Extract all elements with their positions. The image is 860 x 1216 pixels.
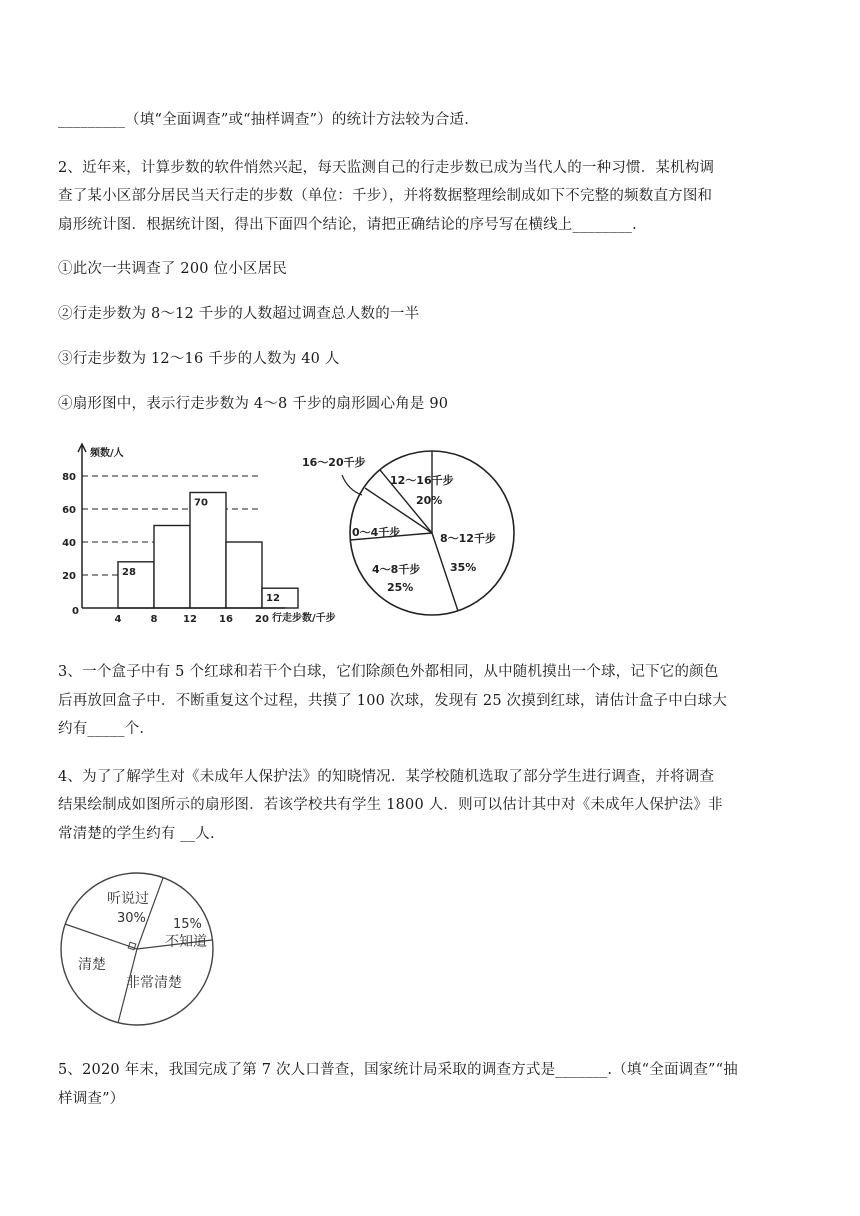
pie-pct-12-16: 20% [416,494,443,507]
q2-line-1: 2、近年来，计算步数的软件悄然兴起，每天监测自己的行走步数已成为当代人的一种习惯．某机构调 [58,160,715,176]
pie-label-4-8: 4～8千步 [372,563,421,576]
y-axis-title: 频数/人 [90,448,124,459]
pie-pct-heard: 30% [117,911,146,926]
bar-data-label: 70 [194,497,208,509]
histogram-bar [190,493,226,609]
bar-data-label: 12 [266,593,280,605]
y-tick-label: 60 [62,505,76,516]
q5-line-2: 样调查”） [58,1091,125,1107]
q1-tail: _________（填“全面调查”或“抽样调查”）的统计方法较为合适. [58,112,470,128]
pie-callout-line [342,475,362,495]
q3-line-3: 约有_____个. [58,721,145,737]
q3-line-2: 后再放回盒子中．不断重复这个过程，共摸了 100 次球，发现有 25 次摸到红球，请估计盒子中白球大 [58,693,728,709]
pie-pct-8-12: 35% [450,561,477,574]
pie-label-clear: 清楚 [78,957,106,973]
q2-option-2: ②行走步数为 8～12 千步的人数超过调查总人数的一半 [58,306,420,322]
q2-option-1: ①此次一共调查了 200 位小区居民 [58,261,287,277]
histogram-bar [154,526,190,609]
x-tick-label: 4 [114,614,122,625]
y-tick-label: 20 [62,571,76,582]
q2-line-2: 查了某小区部分居民当天行走的步数（单位：千步），并将数据整理绘制成如下不完整的频数直方图和 [58,188,713,204]
pie-pct-unknown: 15% [173,917,202,932]
steps-pie-chart [290,440,530,630]
x-axis-title: 行走步数/千步 [272,613,336,624]
pie-label-16-20: 16～20千步 [302,456,366,469]
q2-option-4: ④扇形图中，表示行走步数为 4～8 千步的扇形圆心角是 90 [58,396,449,412]
x-tick-label: 20 [255,614,269,625]
q3-line-1: 3、一个盒子中有 5 个红球和若干个白球，它们除颜色外都相同，从中随机摸出一个球，记下它的颜色 [58,664,719,680]
awareness-pie-chart [60,870,230,1035]
q5-line-1: 5、2020 年末，我国完成了第 7 次人口普查，国家统计局采取的调查方式是_______.（填“全面调查”“抽 [58,1062,738,1078]
pie-label-unknown: 不知道 [165,934,207,950]
y-tick-label: 80 [62,472,76,483]
origin-label: 0 [72,606,79,617]
pie-label-very-clear: 非常清楚 [126,975,182,991]
pie-label-0-4: 0～4千步 [352,526,401,539]
pie-label-12-16: 12～16千步 [390,474,454,487]
x-tick-label: 16 [219,614,233,625]
x-tick-label: 12 [183,614,197,625]
x-tick-label: 8 [150,614,158,625]
q2-line-3: 扇形统计图．根据统计图，得出下面四个结论，请把正确结论的序号写在横线上________. [58,217,637,233]
pie-label-heard: 听说过 [107,891,149,907]
q4-line-1: 4、为了了解学生对《未成年人保护法》的知晓情况．某学校随机选取了部分学生进行调查，并将调查 [58,769,715,785]
q2-option-3: ③行走步数为 12～16 千步的人数为 40 人 [58,351,340,367]
right-angle-marker [128,942,136,950]
q4-line-2: 结果绘制成如图所示的扇形图．若该学校共有学生 1800 人．则可以估计其中对《未成年人保护法》非 [58,797,723,813]
pie-pct-4-8: 25% [387,581,414,594]
histogram-bar [226,542,262,608]
y-tick-label: 40 [62,538,76,549]
pie-divider-a [65,924,137,949]
q4-line-3: 常清楚的学生约有 __人. [58,826,215,842]
pie-label-8-12: 8～12千步 [440,532,496,545]
bar-data-label: 28 [122,566,136,578]
